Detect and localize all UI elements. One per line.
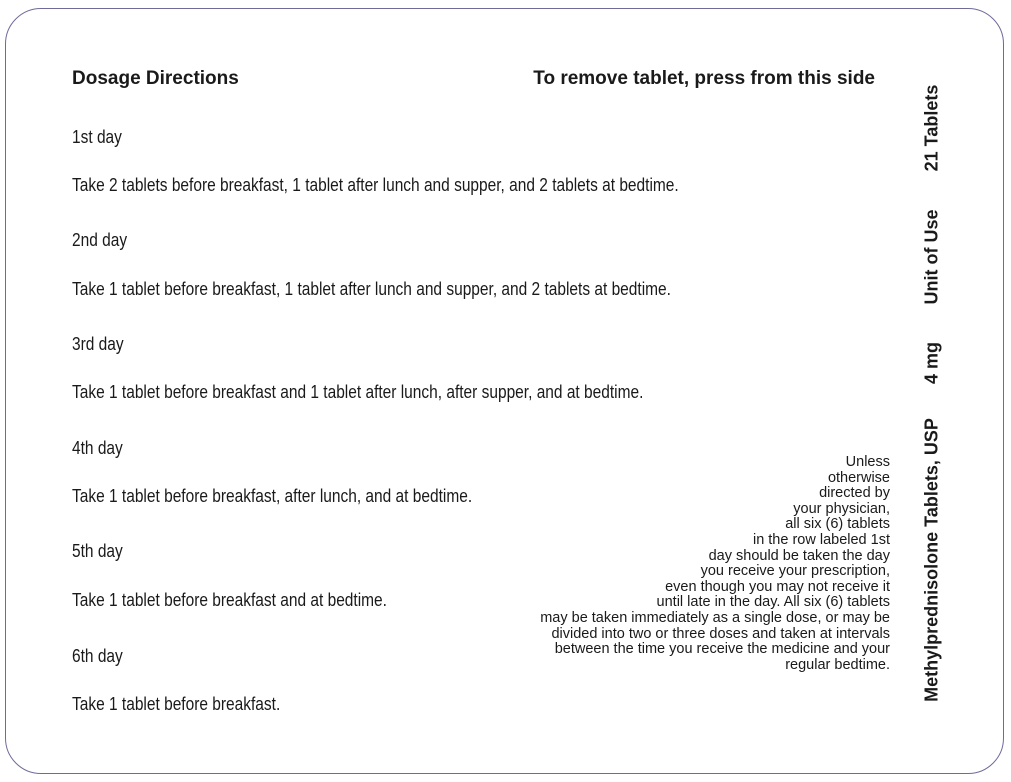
- physician-note: [540, 455, 890, 673]
- note-line: divided into two or three doses and taken at intervals: [551, 625, 890, 642]
- note-line: directed by: [819, 485, 890, 502]
- product-name-label: Methylprednisolone Tablets, USP: [921, 418, 942, 702]
- note-line: regular bedtime.: [785, 656, 890, 673]
- day-2-label: 2nd day: [72, 230, 128, 250]
- note-line: otherwise: [827, 469, 890, 486]
- day-5-label: 5th day: [72, 541, 123, 561]
- day-1-instruction: Take 2 tablets before breakfast, 1 tablet after lunch and supper, and 2 tablets at bedtime.: [72, 175, 679, 195]
- day-6-instruction: Take 1 tablet before breakfast.: [72, 694, 281, 714]
- note-line: until late in the day. All six (6) tablets: [656, 594, 890, 611]
- press-side-heading: To remove tablet, press from this side: [533, 68, 875, 89]
- dosage-directions-heading: Dosage Directions: [72, 68, 239, 89]
- note-line: day should be taken the day: [708, 547, 890, 564]
- note-line: Unless: [845, 454, 890, 470]
- day-5-instruction: Take 1 tablet before breakfast and at bedtime.: [72, 590, 387, 610]
- tablet-count-label: 21 Tablets: [921, 84, 942, 172]
- note-line: even though you may not receive it: [665, 578, 890, 595]
- day-4-instruction: Take 1 tablet before breakfast, after lunch, and at bedtime.: [72, 486, 473, 506]
- day-4-label: 4th day: [72, 438, 123, 458]
- note-line: all six (6) tablets: [785, 516, 890, 533]
- note-line: in the row labeled 1st: [752, 531, 890, 548]
- unit-of-use-label: Unit of Use: [921, 209, 942, 305]
- day-2-instruction: Take 1 tablet before breakfast, 1 tablet after lunch and supper, and 2 tablets at bedtime.: [72, 279, 671, 299]
- day-6-label: 6th day: [72, 646, 123, 666]
- day-1-label: 1st day: [72, 127, 122, 147]
- day-3-instruction: Take 1 tablet before breakfast and 1 tablet after lunch, after supper, and at bedtime.: [72, 382, 644, 402]
- strength-label: 4 mg: [921, 341, 942, 385]
- note-line: between the time you receive the medicine and your: [554, 641, 890, 658]
- note-line: you receive your prescription,: [700, 563, 890, 580]
- note-line: may be taken immediately as a single dose, or may be: [540, 609, 890, 626]
- day-3-label: 3rd day: [72, 334, 124, 354]
- note-line: your physician,: [793, 500, 890, 517]
